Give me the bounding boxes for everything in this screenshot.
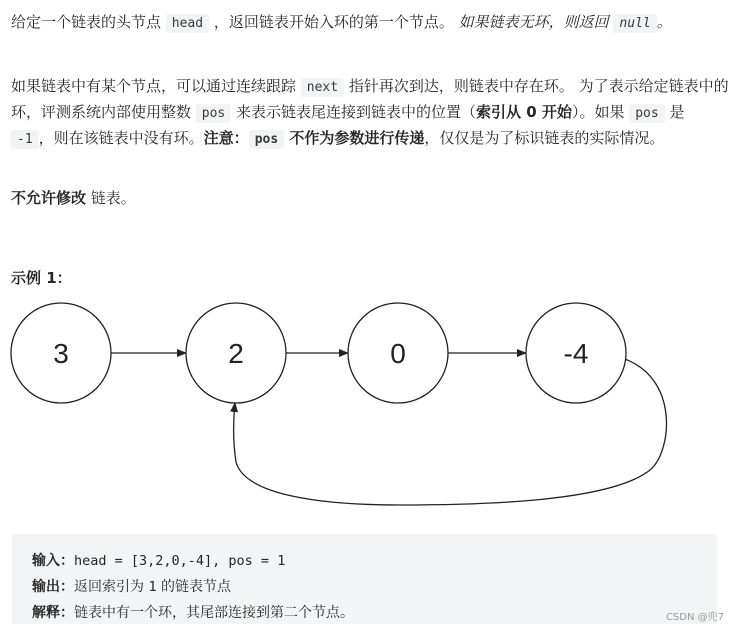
intro-italic-end: 。 [656, 13, 672, 31]
intro-text-1: 给定一个链表的头节点 [11, 13, 166, 31]
pos-code-3: pos [249, 130, 284, 149]
input-value: head = [3,2,0,-4], pos = 1 [74, 553, 286, 569]
neg-one-code: -1 [11, 130, 39, 149]
output-code: 1 [148, 579, 157, 595]
not-param-note: 不作为参数进行传递 [284, 129, 425, 147]
linked-list-diagram [0, 292, 740, 524]
explain-text-5: 是 [664, 103, 685, 121]
index-note: 索引从 0 开始 [476, 103, 572, 121]
example-box [12, 534, 717, 624]
example-heading [11, 266, 729, 290]
example-output-line [32, 574, 231, 600]
constraint-note [11, 186, 729, 210]
node-value: 2 [228, 338, 244, 369]
example-explanation-line [32, 600, 354, 626]
explain-text-4: ）。如果 [571, 103, 630, 121]
node-value: 3 [53, 338, 69, 369]
node-value: 0 [390, 338, 406, 369]
pos-code-2: pos [629, 104, 664, 123]
example-heading-text: 示例 1： [11, 269, 72, 287]
intro-italic-text: 如果链表无环，则返回 [458, 13, 614, 31]
explanation-value: 链表中有一个环，其尾部连接到第二个节点。 [74, 605, 354, 621]
explanation-label: 解释： [32, 605, 74, 621]
list-node-2 [348, 303, 448, 403]
explain-text-7: ，仅仅是为了标识链表的实际情况。 [424, 129, 665, 147]
head-code: head [166, 14, 209, 33]
list-node-3 [526, 303, 626, 403]
example-input-line [32, 548, 285, 574]
explain-text-3: 来表示链表尾连接到链表中的位置（ [231, 103, 477, 121]
node-value: -4 [563, 338, 589, 369]
watermark: CSDN @兜7 [665, 612, 724, 623]
intro-text-2: ，返回链表开始入环的第一个节点。 [209, 13, 459, 31]
next-code: next [301, 78, 344, 97]
list-node-1 [186, 303, 286, 403]
constraint-rest: 链表。 [86, 189, 136, 207]
explain-text-1: 如果链表中有某个节点，可以通过连续跟踪 [11, 77, 301, 95]
problem-intro [11, 10, 729, 36]
problem-explanation [11, 74, 729, 152]
output-label: 输出： [32, 579, 74, 595]
output-text-2: 的链表节点 [156, 579, 232, 595]
null-code: null [613, 14, 656, 33]
constraint-bold: 不允许修改 [11, 189, 87, 207]
explain-text-6: ，则在该链表中没有环。 [38, 129, 204, 147]
pos-code: pos [196, 104, 231, 123]
note-label: 注意： [203, 129, 249, 147]
intro-italic [459, 13, 672, 31]
list-node-0 [11, 303, 111, 403]
input-label: 输入： [32, 553, 74, 569]
output-text-1: 返回索引为 [74, 579, 149, 595]
explain-text-2: 指针再次到达，则链表中存在环。 为了表示给定链表中的环，评测系统内部使用整数 [11, 77, 729, 121]
